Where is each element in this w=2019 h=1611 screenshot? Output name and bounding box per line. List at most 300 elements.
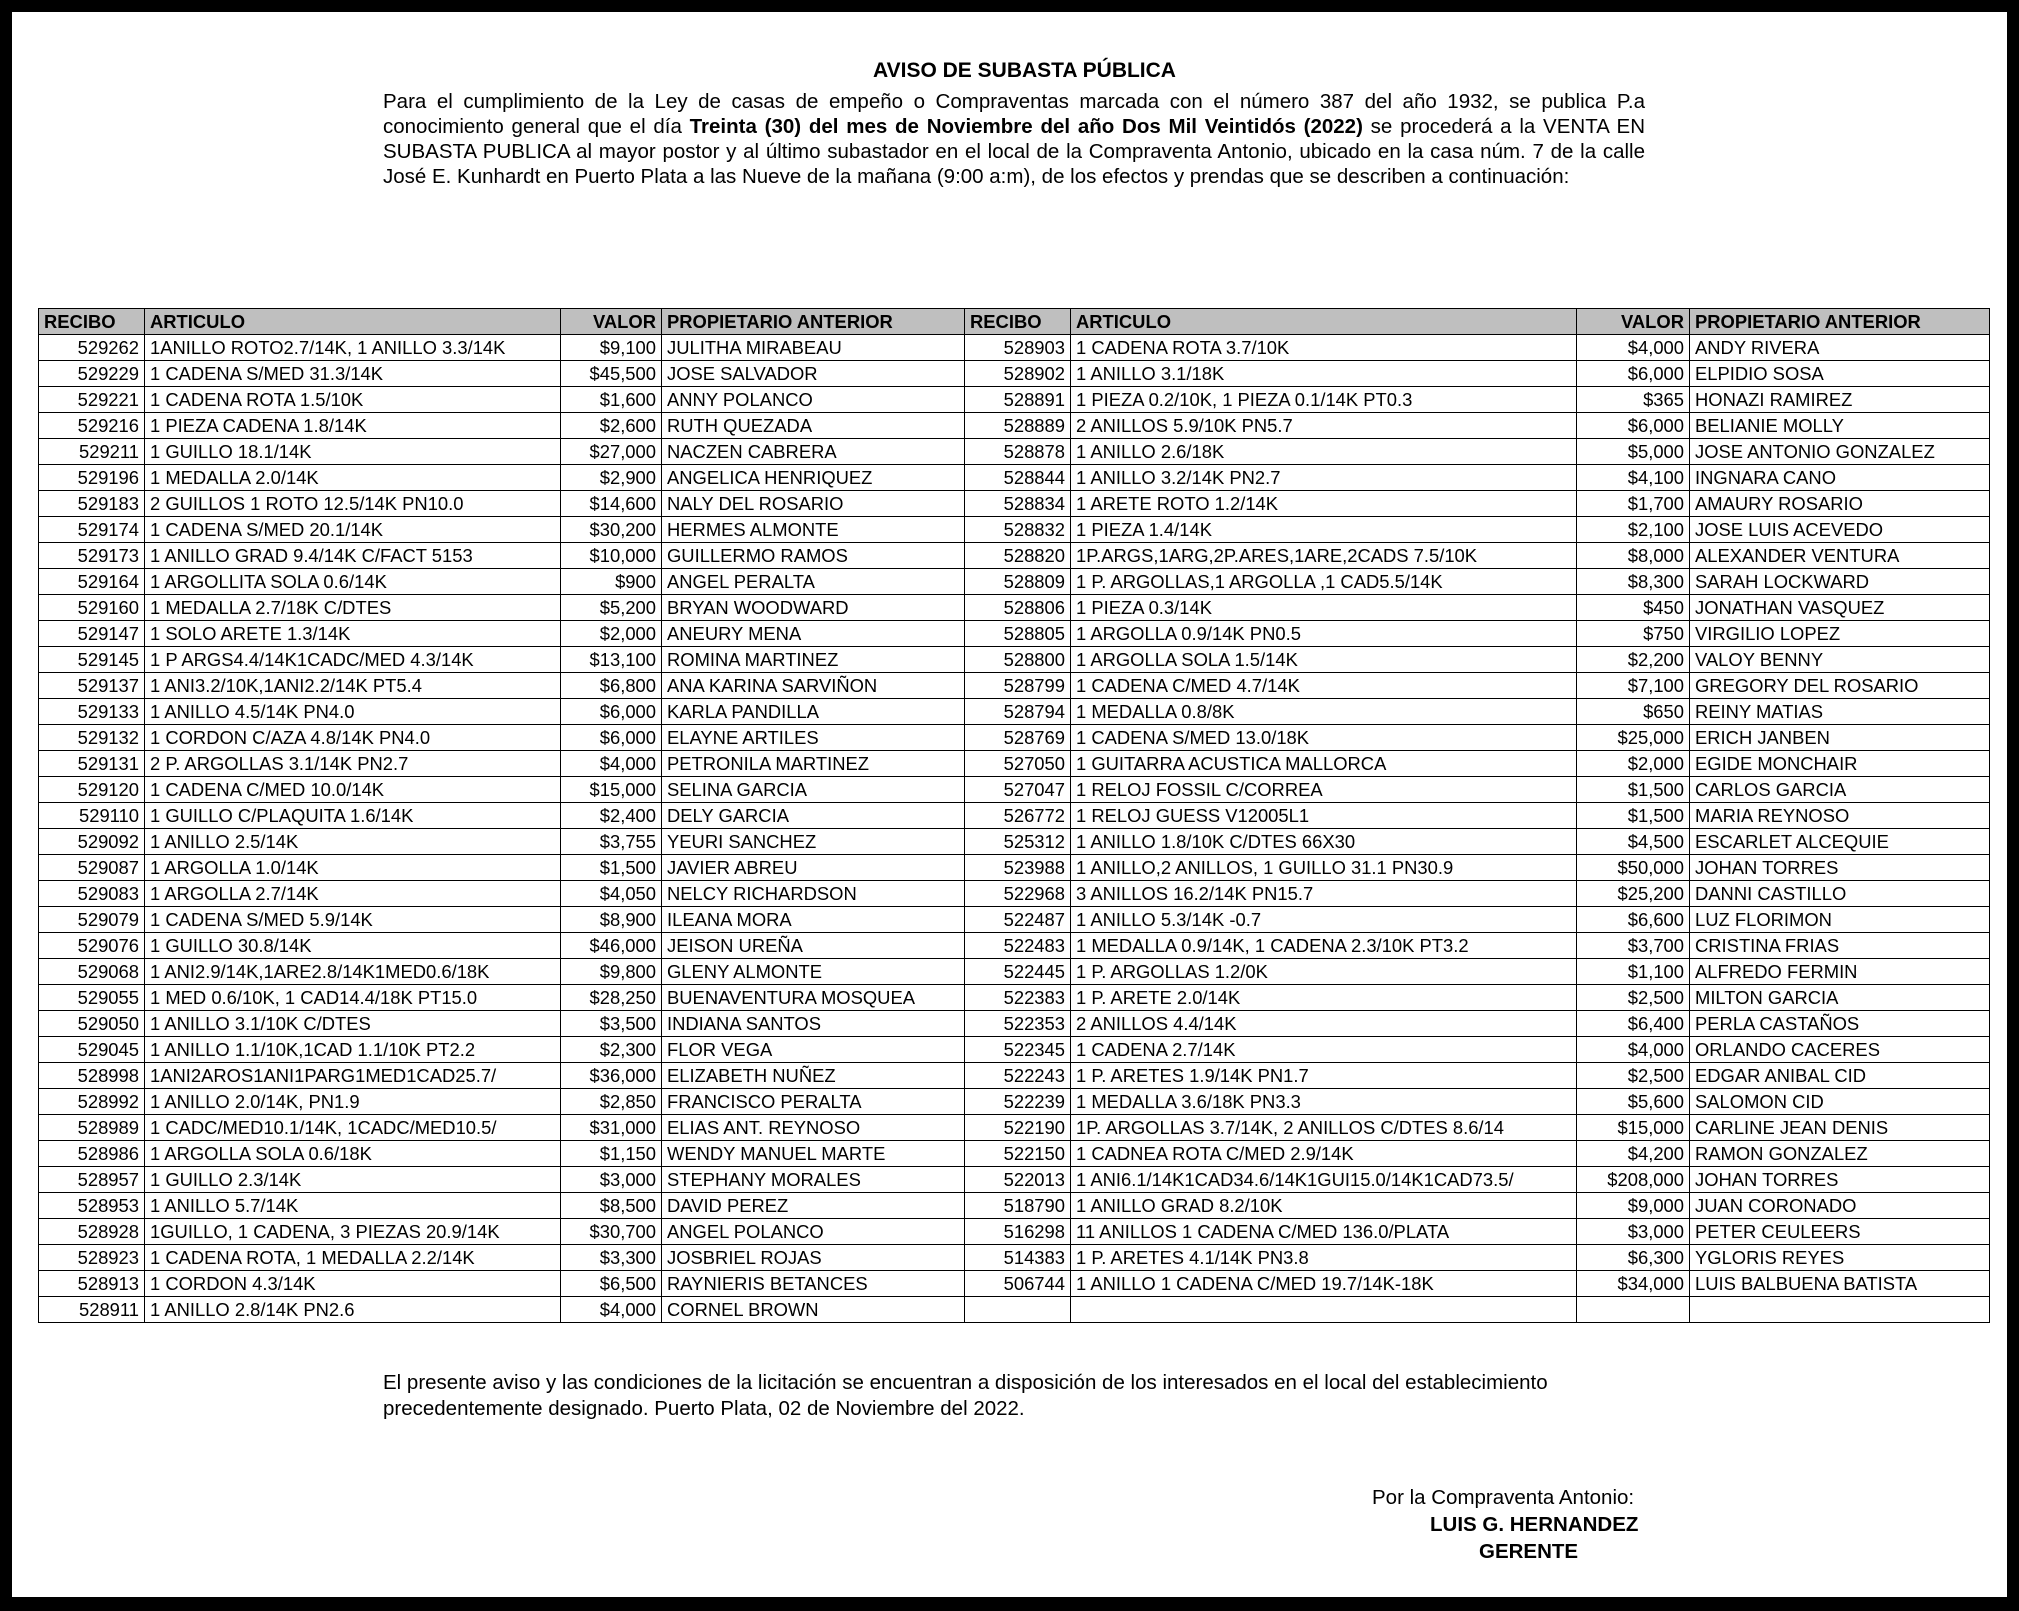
table-cell: ALFREDO FERMIN [1690,959,1990,985]
table-cell: $6,000 [561,725,662,751]
notice-title: AVISO DE SUBASTA PÚBLICA [873,59,1176,82]
table-row [39,387,1990,413]
table-cell: $9,100 [561,335,662,361]
table-cell: NACZEN CABRERA [662,439,965,465]
table-cell: HERMES ALMONTE [662,517,965,543]
table-cell: $6,500 [561,1271,662,1297]
table-row [39,777,1990,803]
table-cell: $2,100 [1577,517,1690,543]
table-cell: 523988 [965,855,1071,881]
table-cell: $900 [561,569,662,595]
table-cell: 1 PIEZA 0.3/14K [1071,595,1577,621]
table-cell: 1 PIEZA 1.4/14K [1071,517,1577,543]
table-cell: $50,000 [1577,855,1690,881]
table-cell: 529221 [39,387,145,413]
table-cell: $208,000 [1577,1167,1690,1193]
table-cell: 529147 [39,621,145,647]
table-cell: RAYNIERIS BETANCES [662,1271,965,1297]
table-cell: $6,000 [1577,413,1690,439]
table-cell: BELIANIE MOLLY [1690,413,1990,439]
table-cell: $30,700 [561,1219,662,1245]
notice-intro [383,89,1645,189]
table-cell: 522383 [965,985,1071,1011]
table-cell: NELCY RICHARDSON [662,881,965,907]
table-cell: 1 CADENA S/MED 20.1/14K [145,517,561,543]
table-cell: FLOR VEGA [662,1037,965,1063]
table-cell: 518790 [965,1193,1071,1219]
table-cell: REINY MATIAS [1690,699,1990,725]
table-cell: 1 GUILLO 18.1/14K [145,439,561,465]
table-cell: 1ANILLO ROTO2.7/14K, 1 ANILLO 3.3/14K [145,335,561,361]
notice-page [12,12,2007,1597]
table-cell: 1P.ARGS,1ARG,2P.ARES,1ARE,2CADS 7.5/10K [1071,543,1577,569]
table-cell: $7,100 [1577,673,1690,699]
table-cell: $5,200 [561,595,662,621]
table-cell: 529068 [39,959,145,985]
table-cell: $2,850 [561,1089,662,1115]
table-cell: 529050 [39,1011,145,1037]
table-cell: 1 SOLO ARETE 1.3/14K [145,621,561,647]
table-cell: NALY DEL ROSARIO [662,491,965,517]
table-row [39,1037,1990,1063]
table-cell: $650 [1577,699,1690,725]
table-cell: 528809 [965,569,1071,595]
table-row [39,413,1990,439]
table-cell: PETRONILA MARTINEZ [662,751,965,777]
table-cell: 529216 [39,413,145,439]
table-cell: BRYAN WOODWARD [662,595,965,621]
table-cell: $1,500 [1577,803,1690,829]
table-cell: 528989 [39,1115,145,1141]
table-cell: $9,000 [1577,1193,1690,1219]
table-cell: $4,000 [561,1297,662,1323]
table-cell: $1,500 [561,855,662,881]
table-cell: $27,000 [561,439,662,465]
table-row [39,725,1990,751]
table-cell: $30,200 [561,517,662,543]
table-cell: RUTH QUEZADA [662,413,965,439]
table-cell: 1 ANILLO 1 CADENA C/MED 19.7/14K-18K [1071,1271,1577,1297]
table-cell [1071,1297,1577,1323]
table-cell: CARLOS GARCIA [1690,777,1990,803]
table-cell: ANNY POLANCO [662,387,965,413]
table-cell: RAMON GONZALEZ [1690,1141,1990,1167]
table-cell: 528799 [965,673,1071,699]
table-cell: $4,000 [561,751,662,777]
table-cell: 2 ANILLOS 4.4/14K [1071,1011,1577,1037]
table-cell: ANGEL POLANCO [662,1219,965,1245]
table-cell: 1 ANILLO 5.3/14K -0.7 [1071,907,1577,933]
table-cell: 528769 [965,725,1071,751]
table-cell: 1 CADC/MED10.1/14K, 1CADC/MED10.5/ [145,1115,561,1141]
table-cell: 1 CORDON 4.3/14K [145,1271,561,1297]
table-cell: 1 ARGOLLA 0.9/14K PN0.5 [1071,621,1577,647]
table-row [39,543,1990,569]
table-cell: INGNARA CANO [1690,465,1990,491]
table-cell: $15,000 [561,777,662,803]
table-cell: 528805 [965,621,1071,647]
table-cell: 529132 [39,725,145,751]
table-row [39,1245,1990,1271]
column-header: RECIBO [39,309,145,335]
table-cell: $4,000 [1577,335,1690,361]
table-cell: 528834 [965,491,1071,517]
table-cell: 1 P ARGS4.4/14K1CADC/MED 4.3/14K [145,647,561,673]
table-cell: $1,100 [1577,959,1690,985]
table-cell: ANGELICA HENRIQUEZ [662,465,965,491]
table-cell: MILTON GARCIA [1690,985,1990,1011]
table-cell: 528923 [39,1245,145,1271]
table-cell: $25,000 [1577,725,1690,751]
table-cell: $2,500 [1577,1063,1690,1089]
table-cell: ANGEL PERALTA [662,569,965,595]
table-row [39,465,1990,491]
column-header: ARTICULO [1071,309,1577,335]
column-header: VALOR [1577,309,1690,335]
table-cell: 1 CADENA S/MED 5.9/14K [145,907,561,933]
table-cell: 528794 [965,699,1071,725]
table-cell: 1 ANILLO 3.1/10K C/DTES [145,1011,561,1037]
table-cell: 1 GUITARRA ACUSTICA MALLORCA [1071,751,1577,777]
table-cell: FRANCISCO PERALTA [662,1089,965,1115]
intro-text-start: Para el cumplimiento de la Ley de casas de empeño o Compraventas marcada con el número 387 del año 1932, se publica P.a conocimiento general que el día [383,90,1645,138]
table-cell: $2,000 [1577,751,1690,777]
table-cell: 1 ANI2.9/14K,1ARE2.8/14K1MED0.6/18K [145,959,561,985]
table-body [39,335,1990,1323]
table-cell: 528903 [965,335,1071,361]
table-cell: YGLORIS REYES [1690,1245,1990,1271]
table-row [39,907,1990,933]
table-cell: 1 CADENA ROTA 3.7/10K [1071,335,1577,361]
table-cell: 528891 [965,387,1071,413]
signature-entity: Por la Compraventa Antonio: [1372,1486,1635,1509]
table-cell: $1,600 [561,387,662,413]
table-cell: 528957 [39,1167,145,1193]
table-cell: 529120 [39,777,145,803]
table-cell: 529079 [39,907,145,933]
auction-date: Treinta (30) del mes de Noviembre del año Dos Mil Veintidós (2022) [689,115,1363,138]
table-cell: 2 ANILLOS 5.9/10K PN5.7 [1071,413,1577,439]
table-cell: $3,000 [561,1167,662,1193]
table-cell: $4,200 [1577,1141,1690,1167]
table-cell: 529173 [39,543,145,569]
table-cell: 11 ANILLOS 1 CADENA C/MED 136.0/PLATA [1071,1219,1577,1245]
table-cell: $750 [1577,621,1690,647]
table-row [39,699,1990,725]
table-cell: $2,200 [1577,647,1690,673]
table-cell [1577,1297,1690,1323]
table-row [39,1271,1990,1297]
table-cell: ANEURY MENA [662,621,965,647]
table-cell: 527050 [965,751,1071,777]
table-cell: $8,500 [561,1193,662,1219]
table-cell: $36,000 [561,1063,662,1089]
table-cell: 529045 [39,1037,145,1063]
table-cell: $28,250 [561,985,662,1011]
table-cell: GUILLERMO RAMOS [662,543,965,569]
table-cell: 529211 [39,439,145,465]
table-row [39,1011,1990,1037]
table-cell: SELINA GARCIA [662,777,965,803]
table-cell: JOSE LUIS ACEVEDO [1690,517,1990,543]
table-cell: 1 ANILLO 1.1/10K,1CAD 1.1/10K PT2.2 [145,1037,561,1063]
table-cell: 1 CADNEA ROTA C/MED 2.9/14K [1071,1141,1577,1167]
table-cell: ROMINA MARTINEZ [662,647,965,673]
table-row [39,517,1990,543]
table-cell: 529196 [39,465,145,491]
table-row [39,751,1990,777]
table-cell: EDGAR ANIBAL CID [1690,1063,1990,1089]
table-cell: 528953 [39,1193,145,1219]
table-cell: $4,000 [1577,1037,1690,1063]
table-cell [1690,1297,1990,1323]
table-cell: DAVID PEREZ [662,1193,965,1219]
table-cell: 1 ANILLO 2.0/14K, PN1.9 [145,1089,561,1115]
table-row [39,1063,1990,1089]
table-cell: 1 ANILLO GRAD 8.2/10K [1071,1193,1577,1219]
table-cell: 522243 [965,1063,1071,1089]
table-cell: $3,300 [561,1245,662,1271]
table-cell: 1 P. ARETES 4.1/14K PN3.8 [1071,1245,1577,1271]
footer-note: El presente aviso y las condiciones de la licitación se encuentran a disposición de los interesados en el local del establecimiento precedentemente designado. Puerto Plata, 02 de Noviembre del 2022. [383,1371,1548,1420]
table-cell: 1 ANILLO 4.5/14K PN4.0 [145,699,561,725]
table-cell: 522968 [965,881,1071,907]
table-cell: 529083 [39,881,145,907]
table-cell: 526772 [965,803,1071,829]
table-cell: $15,000 [1577,1115,1690,1141]
table-cell: ORLANDO CACERES [1690,1037,1990,1063]
table-cell: 529076 [39,933,145,959]
table-cell: ELIAS ANT. REYNOSO [662,1115,965,1141]
table-cell: 1 CADENA S/MED 13.0/18K [1071,725,1577,751]
table-cell: 528878 [965,439,1071,465]
table-cell: 528832 [965,517,1071,543]
table-cell: SALOMON CID [1690,1089,1990,1115]
table-cell: 1 ARGOLLA SOLA 0.6/18K [145,1141,561,1167]
table-cell: 522445 [965,959,1071,985]
table-cell: 1 MEDALLA 2.0/14K [145,465,561,491]
table-cell: LUIS BALBUENA BATISTA [1690,1271,1990,1297]
table-cell: 529131 [39,751,145,777]
table-row [39,621,1990,647]
table-row [39,595,1990,621]
table-cell: 1P. ARGOLLAS 3.7/14K, 2 ANILLOS C/DTES 8.6/14 [1071,1115,1577,1141]
table-cell: 1GUILLO, 1 CADENA, 3 PIEZAS 20.9/14K [145,1219,561,1245]
table-cell: 1 ARETE ROTO 1.2/14K [1071,491,1577,517]
table-cell: HONAZI RAMIREZ [1690,387,1990,413]
table-cell: 529145 [39,647,145,673]
table-cell: $3,700 [1577,933,1690,959]
table-cell: 1 GUILLO C/PLAQUITA 1.6/14K [145,803,561,829]
table-cell: 525312 [965,829,1071,855]
table-cell: $3,500 [561,1011,662,1037]
table-cell: 1 ANILLO 3.1/18K [1071,361,1577,387]
table-cell: PERLA CASTAÑOS [1690,1011,1990,1037]
table-cell: ALEXANDER VENTURA [1690,543,1990,569]
table-cell: $3,000 [1577,1219,1690,1245]
table-cell: 1 MEDALLA 3.6/18K PN3.3 [1071,1089,1577,1115]
table-cell: 529164 [39,569,145,595]
table-cell: $1,500 [1577,777,1690,803]
table-cell: 1 ANILLO 5.7/14K [145,1193,561,1219]
table-cell: 514383 [965,1245,1071,1271]
table-cell: $1,150 [561,1141,662,1167]
table-cell: 3 ANILLOS 16.2/14K PN15.7 [1071,881,1577,907]
table-cell: 1ANI2AROS1ANI1PARG1MED1CAD25.7/ [145,1063,561,1089]
table-cell: 528800 [965,647,1071,673]
table-cell: VALOY BENNY [1690,647,1990,673]
table-cell: 529092 [39,829,145,855]
table-cell: 528928 [39,1219,145,1245]
table-cell: 522150 [965,1141,1071,1167]
table-row [39,1115,1990,1141]
table-row [39,855,1990,881]
table-cell: JOSE ANTONIO GONZALEZ [1690,439,1990,465]
table-cell: $2,000 [561,621,662,647]
table-cell: $10,000 [561,543,662,569]
table-cell: $450 [1577,595,1690,621]
table-cell: 1 PIEZA CADENA 1.8/14K [145,413,561,439]
table-cell: $2,500 [1577,985,1690,1011]
table-cell: 1 GUILLO 2.3/14K [145,1167,561,1193]
table-row [39,959,1990,985]
table-cell: $13,100 [561,647,662,673]
column-header: VALOR [561,309,662,335]
table-cell: 528992 [39,1089,145,1115]
table-cell: $2,400 [561,803,662,829]
table-cell: 522483 [965,933,1071,959]
table-cell: JOSE SALVADOR [662,361,965,387]
table-cell: SARAH LOCKWARD [1690,569,1990,595]
table-cell: $25,200 [1577,881,1690,907]
table-cell: 1 P. ARETE 2.0/14K [1071,985,1577,1011]
table-cell: 528986 [39,1141,145,1167]
table-cell: YEURI SANCHEZ [662,829,965,855]
table-cell: 529262 [39,335,145,361]
table-row [39,1141,1990,1167]
table-cell: WENDY MANUEL MARTE [662,1141,965,1167]
table-cell: 1 ANILLO GRAD 9.4/14K C/FACT 5153 [145,543,561,569]
table-row [39,335,1990,361]
table-cell: JONATHAN VASQUEZ [1690,595,1990,621]
table-cell: 1 ANI3.2/10K,1ANI2.2/14K PT5.4 [145,673,561,699]
table-cell: $6,000 [561,699,662,725]
table-cell: 529160 [39,595,145,621]
table-cell: $9,800 [561,959,662,985]
table-cell: 522190 [965,1115,1071,1141]
table-cell: $4,500 [1577,829,1690,855]
table-cell: GLENY ALMONTE [662,959,965,985]
table-cell: ILEANA MORA [662,907,965,933]
table-cell: 528806 [965,595,1071,621]
table-cell: JOSBRIEL ROJAS [662,1245,965,1271]
table-cell: 1 CADENA ROTA 1.5/10K [145,387,561,413]
table-cell: $3,755 [561,829,662,855]
table-cell: $6,000 [1577,361,1690,387]
table-cell: 529110 [39,803,145,829]
table-cell: 1 P. ARETES 1.9/14K PN1.7 [1071,1063,1577,1089]
table-cell: 1 P. ARGOLLAS 1.2/0K [1071,959,1577,985]
table-cell: JOHAN TORRES [1690,1167,1990,1193]
table-cell: 1 CADENA C/MED 4.7/14K [1071,673,1577,699]
table-cell: $6,800 [561,673,662,699]
table-cell: ESCARLET ALCEQUIE [1690,829,1990,855]
table-cell: $4,100 [1577,465,1690,491]
table-cell: 1 MEDALLA 0.8/8K [1071,699,1577,725]
table-cell: $8,300 [1577,569,1690,595]
table-cell: PETER CEULEERS [1690,1219,1990,1245]
table-cell: DELY GARCIA [662,803,965,829]
table-row [39,1167,1990,1193]
table-cell: 1 RELOJ FOSSIL C/CORREA [1071,777,1577,803]
table-cell: 528911 [39,1297,145,1323]
table-row [39,829,1990,855]
table-cell: $1,700 [1577,491,1690,517]
table-cell: 1 ANILLO 2.5/14K [145,829,561,855]
table-cell: $2,600 [561,413,662,439]
signature-name: LUIS G. HERNANDEZ [1430,1513,1639,1536]
table-cell: VIRGILIO LOPEZ [1690,621,1990,647]
table-cell: $4,050 [561,881,662,907]
table-cell: 527047 [965,777,1071,803]
column-header: ARTICULO [145,309,561,335]
table-cell: ERICH JANBEN [1690,725,1990,751]
table-cell: 529133 [39,699,145,725]
table-cell: 1 ARGOLLA 2.7/14K [145,881,561,907]
table-cell: 1 CORDON C/AZA 4.8/14K PN4.0 [145,725,561,751]
table-cell: 1 MEDALLA 2.7/18K C/DTES [145,595,561,621]
table-cell: JAVIER ABREU [662,855,965,881]
table-row [39,1193,1990,1219]
table-cell: 1 P. ARGOLLAS,1 ARGOLLA ,1 CAD5.5/14K [1071,569,1577,595]
table-cell: ELIZABETH NUÑEZ [662,1063,965,1089]
table-cell: $365 [1577,387,1690,413]
table-cell: 528889 [965,413,1071,439]
table-row [39,881,1990,907]
table-cell: MARIA REYNOSO [1690,803,1990,829]
table-cell: 522353 [965,1011,1071,1037]
intro-text-end: se procederá a la VENTA EN SUBASTA PUBLICA al mayor postor y al último subastador en el local de la Compraventa Antonio, ubicado en la casa núm. 7 de la calle José E. Kunhardt en Puerto Plata a las Nueve de la mañana (9:00 a:m), de los efectos y prendas que se describen a continuación: [383,115,1645,188]
table-cell: 529087 [39,855,145,881]
table-cell [965,1297,1071,1323]
column-header: PROPIETARIO ANTERIOR [1690,309,1990,335]
table-row [39,439,1990,465]
table-cell: 528913 [39,1271,145,1297]
column-header: PROPIETARIO ANTERIOR [662,309,965,335]
table-cell: 522345 [965,1037,1071,1063]
table-cell: $45,500 [561,361,662,387]
table-row [39,1219,1990,1245]
table-cell: AMAURY ROSARIO [1690,491,1990,517]
table-cell: $8,900 [561,907,662,933]
table-row [39,803,1990,829]
table-cell: 1 GUILLO 30.8/14K [145,933,561,959]
table-cell: LUZ FLORIMON [1690,907,1990,933]
table-cell: 1 ARGOLLA SOLA 1.5/14K [1071,647,1577,673]
table-cell: JEISON UREÑA [662,933,965,959]
table-cell: BUENAVENTURA MOSQUEA [662,985,965,1011]
auction-items-table [38,308,1990,1323]
table-cell: $2,300 [561,1037,662,1063]
table-cell: 529183 [39,491,145,517]
table-cell: $46,000 [561,933,662,959]
table-cell: 1 CADENA S/MED 31.3/14K [145,361,561,387]
table-cell: $5,000 [1577,439,1690,465]
table-cell: KARLA PANDILLA [662,699,965,725]
table-cell: 1 ANILLO 2.6/18K [1071,439,1577,465]
table-cell: 1 RELOJ GUESS V12005L1 [1071,803,1577,829]
table-cell: EGIDE MONCHAIR [1690,751,1990,777]
